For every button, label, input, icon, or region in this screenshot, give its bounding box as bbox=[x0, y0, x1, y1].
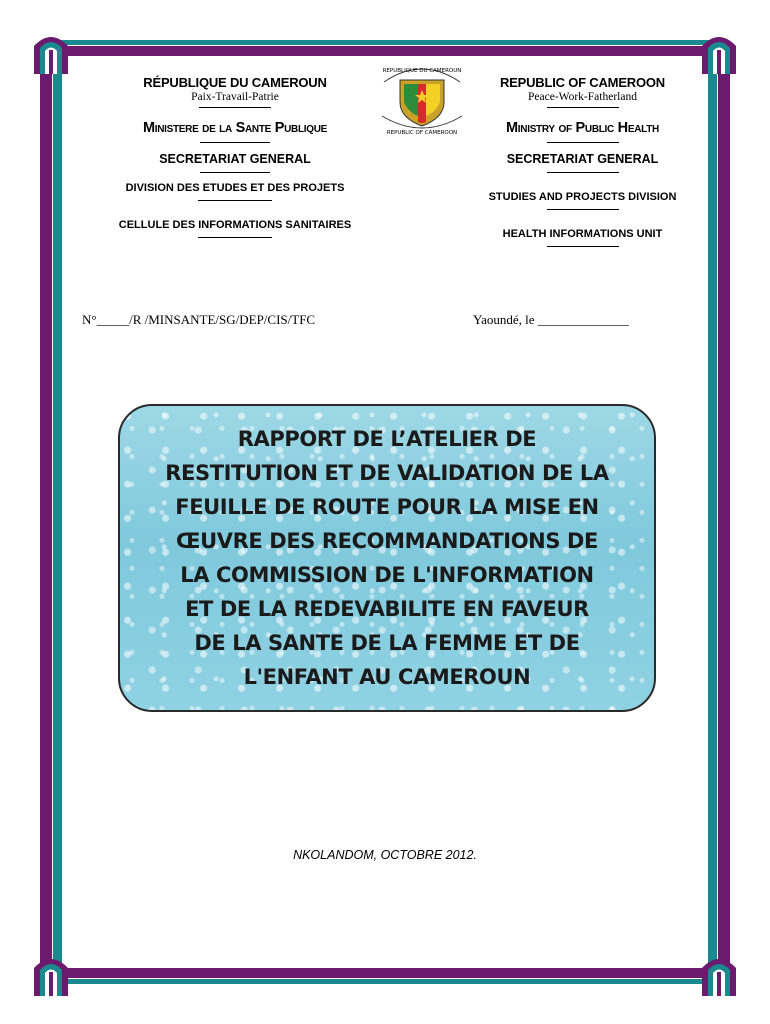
ministry-fr: Ministere de la Sante Publique bbox=[142, 120, 328, 136]
motto-fr: Paix-Travail-Patrie bbox=[191, 91, 279, 103]
header-left bbox=[80, 75, 390, 238]
divider bbox=[547, 209, 619, 210]
place-and-date-footer: NKOLANDOM, OCTOBRE 2012. bbox=[293, 848, 477, 862]
ministry-en: Ministry of Public Health bbox=[506, 120, 659, 136]
unit-fr: CELLULE DES INFORMATIONS SANITAIRES bbox=[118, 219, 352, 231]
emblem-text-bottom: REPUBLIC OF CAMEROON bbox=[386, 130, 458, 136]
border-top bbox=[60, 40, 710, 56]
corner-ornament-icon bbox=[32, 28, 70, 76]
divider bbox=[547, 107, 619, 108]
place-date: Yaoundé, le ______________ bbox=[473, 312, 629, 327]
divider bbox=[547, 246, 619, 247]
report-title-box bbox=[118, 404, 656, 712]
country-en: REPUBLIC OF CAMEROON bbox=[499, 75, 665, 90]
divider bbox=[198, 237, 272, 238]
cameroon-coat-of-arms-icon bbox=[374, 60, 470, 138]
border-right bbox=[708, 60, 730, 970]
corner-ornament-icon bbox=[32, 950, 70, 998]
divider bbox=[199, 107, 271, 108]
corner-ornament-icon bbox=[700, 28, 738, 76]
motto-en: Peace-Work-Fatherland bbox=[528, 91, 637, 103]
border-left bbox=[40, 60, 62, 970]
division-en: STUDIES AND PROJECTS DIVISION bbox=[488, 191, 677, 203]
header-right bbox=[460, 75, 705, 247]
divider bbox=[198, 200, 272, 201]
divider bbox=[547, 172, 619, 173]
country-fr: RÉPUBLIQUE DU CAMEROUN bbox=[143, 75, 327, 90]
report-title: RAPPORT DE L’ATELIER DE RESTITUTION ET DE VALIDATION DE LA FEUILLE DE ROUTE POUR LA MISE EN ŒUVRE DES RECOMMANDATIONS DE LA COMMISSION DE L'INFORMATION ET DE LA REDEVABILITE EN FAVEUR DE LA SANTE DE LA FEMME ET DE L'ENFANT AU CAMEROUN bbox=[165, 427, 609, 689]
secretariat-en: SECRETARIAT GENERAL bbox=[506, 152, 659, 166]
border-bottom bbox=[60, 968, 710, 984]
divider bbox=[200, 172, 270, 173]
reference-number: N°_____/R /MINSANTE/SG/DEP/CIS/TFC bbox=[82, 312, 316, 327]
coat-of-arms-emblem bbox=[374, 60, 470, 138]
division-fr: DIVISION DES ETUDES ET DES PROJETS bbox=[125, 182, 345, 194]
corner-ornament-icon bbox=[700, 950, 738, 998]
emblem-text-top: REPUBLIQUE DU CAMEROUN bbox=[382, 68, 462, 74]
secretariat-fr: SECRETARIAT GENERAL bbox=[159, 152, 311, 166]
divider bbox=[547, 142, 619, 143]
unit-en: HEALTH INFORMATIONS UNIT bbox=[502, 228, 663, 240]
divider bbox=[200, 142, 270, 143]
